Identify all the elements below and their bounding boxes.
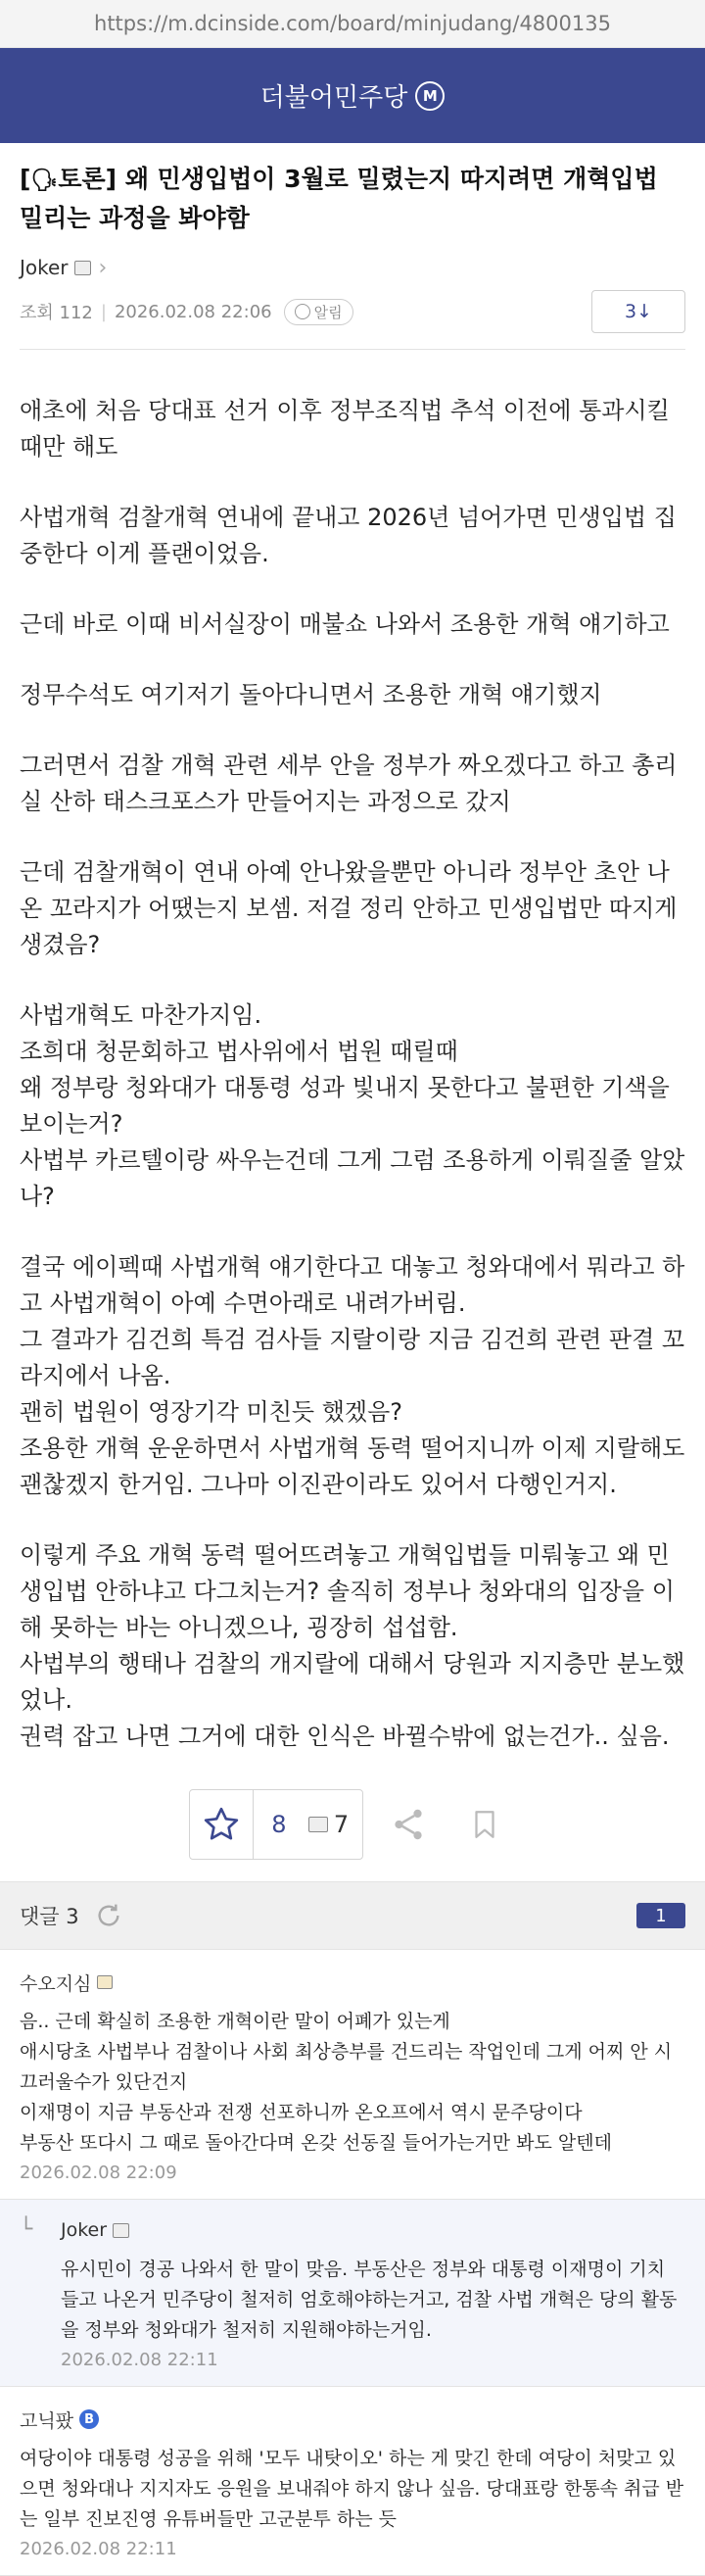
minor-gallery-badge-icon: M	[415, 81, 445, 111]
author-name[interactable]: Joker	[20, 256, 69, 279]
comment-text: 유시민이 경공 나와서 한 말이 맞음. 부동산은 정부와 대통령 이재명이 기치 들고 나온거 민주당이 철저히 엄호해야하는거고, 검찰 사법 개혁은 당의 활동을 정부와 청와대가 철저히 지원해야하는거임.	[61, 2259, 678, 2341]
body-paragraph: 결국 에이펙때 사법개혁 얘기한다고 대놓고 청와대에서 뭐라고 하고 사법개혁이 아예 수면아래로 내려가버림. 그 결과가 김건희 특검 검사들 지랄이랑 지금 김건희 관련 판결 꼬라지에서 나옴. 괜히 법원이 영장기각 미친듯 했겠음? 조용한 개혁 운운하면서 사법개혁 동력 떨어지니까 이제 지랄해도 괜찮겠지 한거임. 그나마 이진관이라도 있어서 다행인거지.	[20, 1253, 685, 1498]
post-header	[0, 143, 705, 350]
bookmark-icon	[468, 1806, 501, 1843]
comment-author-name[interactable]: Joker	[61, 2219, 108, 2241]
view-count: 조회 112	[20, 303, 93, 323]
share-button[interactable]	[377, 1790, 440, 1859]
body-paragraph: 사법개혁 검찰개혁 연내에 끝내고 2026년 넘어가면 민생입법 집중한다 이게 플랜이었음.	[20, 504, 677, 567]
star-icon	[202, 1805, 241, 1844]
gallog-badge-icon	[74, 261, 91, 275]
refresh-icon[interactable]	[93, 1900, 124, 1931]
post-title	[20, 161, 685, 237]
body-paragraph: 이렇게 주요 개혁 동력 떨어뜨려놓고 개혁입법들 미뤄놓고 왜 민생입법 안하냐고 다그치는거? 솔직히 정부나 청와대의 입장을 이해 못하는 바는 아니겠으나, 굉장히 섭섭함. 사법부의 행태나 검찰의 개지랄에 대해서 당원과 지지층만 분노했었나. 권력 잡고 나면 그거에 대한 인식은 바뀔수밖에 없는건가.. 싶음.	[20, 1541, 685, 1750]
comment-item	[0, 1950, 705, 2200]
recommend-count: 8	[271, 1811, 287, 1838]
head-tag: [🗣토론]	[20, 165, 118, 193]
comment-author-name[interactable]: 고닉팠	[20, 2409, 74, 2432]
gallog-badge-icon	[308, 1817, 328, 1832]
comment-author[interactable]	[20, 1968, 685, 1997]
comment-jump-button[interactable]: 3↓	[591, 290, 685, 333]
body-paragraph: 근데 검찰개혁이 연내 아예 안나왔을뿐만 아니라 정부안 초안 나온 꼬라지가 어땠는지 보셈. 저걸 정리 안하고 민생입법만 따지게 생겼음?	[20, 858, 685, 958]
chevron-right-icon[interactable]: ›	[98, 255, 108, 280]
body-paragraph: 애초에 처음 당대표 선거 이후 정부조직법 추석 이전에 통과시킬 때만 해도	[20, 397, 678, 461]
comment-bar	[0, 1881, 705, 1950]
recommend-box	[189, 1789, 363, 1860]
recommend-button[interactable]	[190, 1790, 254, 1859]
comment-date: 2026.02.08 22:09	[20, 2163, 177, 2183]
speaker-icon: 🗣	[30, 169, 59, 193]
comment-author-name[interactable]: 수오지심	[20, 1972, 92, 1995]
bell-icon	[295, 304, 310, 319]
share-icon	[390, 1806, 427, 1843]
comment-text: 음.. 근데 확실히 조용한 개혁이란 말이 어폐가 있는게 애시당초 사법부나 검찰이나 사회 최상층부를 건드리는 작업인데 그게 어찌 안 시끄러울수가 있단건지 이재명이 지금 부동산과 전쟁 선포하니까 온오프에서 역시 문주당이다 부동산 또다시 그 때로 돌아간다며 온갖 선동질 들어가는거만 봐도 알텐데	[20, 2011, 673, 2154]
comment-author[interactable]	[20, 2405, 685, 2434]
post-title-text: 왜 민생입법이 3월로 밀렸는지 따지려면 개혁입법 밀리는 과정을 봐야함	[20, 165, 658, 232]
gallog-badge-icon	[113, 2223, 129, 2238]
url-text[interactable]: https://m.dcinside.com/board/minjudang/4800135	[94, 12, 611, 35]
comment-count-label: 댓글 3	[20, 1905, 79, 1928]
comment-page-badge[interactable]: 1	[636, 1903, 685, 1928]
reply-item	[0, 2200, 705, 2387]
alarm-button[interactable]	[284, 299, 353, 325]
post-actions	[0, 1789, 705, 1860]
reply-arrow-icon: └	[20, 2217, 33, 2242]
bookmark-button[interactable]	[453, 1790, 516, 1859]
gallery-header	[0, 48, 705, 143]
post-body	[0, 350, 705, 1755]
comment-date: 2026.02.08 22:11	[61, 2350, 218, 2370]
alarm-label: 알림	[313, 303, 343, 321]
comment-author[interactable]	[61, 2215, 685, 2245]
post-datetime: 2026.02.08 22:06	[114, 301, 272, 322]
comment-item	[0, 2387, 705, 2576]
browser-url-bar[interactable]	[0, 0, 705, 48]
author-row[interactable]	[20, 253, 685, 282]
comment-text: 여당이야 대통령 성공을 위해 '모두 내탓이오' 하는 게 맞긴 한데 여당이 처맞고 있으면 청와대나 지지자도 응원을 보내줘야 하지 않나 싶음. 당대표랑 한통속 취급 받는 일부 진보진영 유튜버들만 고군분투 하는 듯	[20, 2448, 684, 2530]
body-paragraph: 근데 바로 이때 비서실장이 매불쇼 나와서 조용한 개혁 얘기하고	[20, 610, 670, 638]
body-paragraph: 사법개혁도 마찬가지임. 조희대 청문회하고 법사위에서 법원 때릴때 왜 정부랑 청와대가 대통령 성과 빛내지 못한다고 불편한 기색을 보이는거? 사법부 카르텔이랑 싸우는건데 그게 그럼 조용하게 이뤄질줄 알았나?	[20, 1001, 685, 1210]
gonik-badge-icon: B	[79, 2409, 99, 2429]
gallery-name[interactable]: 더불어민주당	[259, 83, 408, 113]
meta-separator: |	[100, 301, 107, 322]
gallog-badge-icon	[97, 1975, 113, 1989]
fixed-recommend-count: 7	[333, 1811, 350, 1838]
body-paragraph: 그러면서 검찰 개혁 관련 세부 안을 정부가 짜오겠다고 하고 총리실 산하 태스크포스가 만들어지는 과정으로 갔지	[20, 752, 678, 815]
meta-row	[20, 290, 685, 333]
comment-date: 2026.02.08 22:11	[20, 2539, 177, 2559]
fixed-recommend	[305, 1811, 362, 1838]
body-paragraph: 정무수석도 여기저기 돌아다니면서 조용한 개혁 얘기했지	[20, 681, 602, 708]
